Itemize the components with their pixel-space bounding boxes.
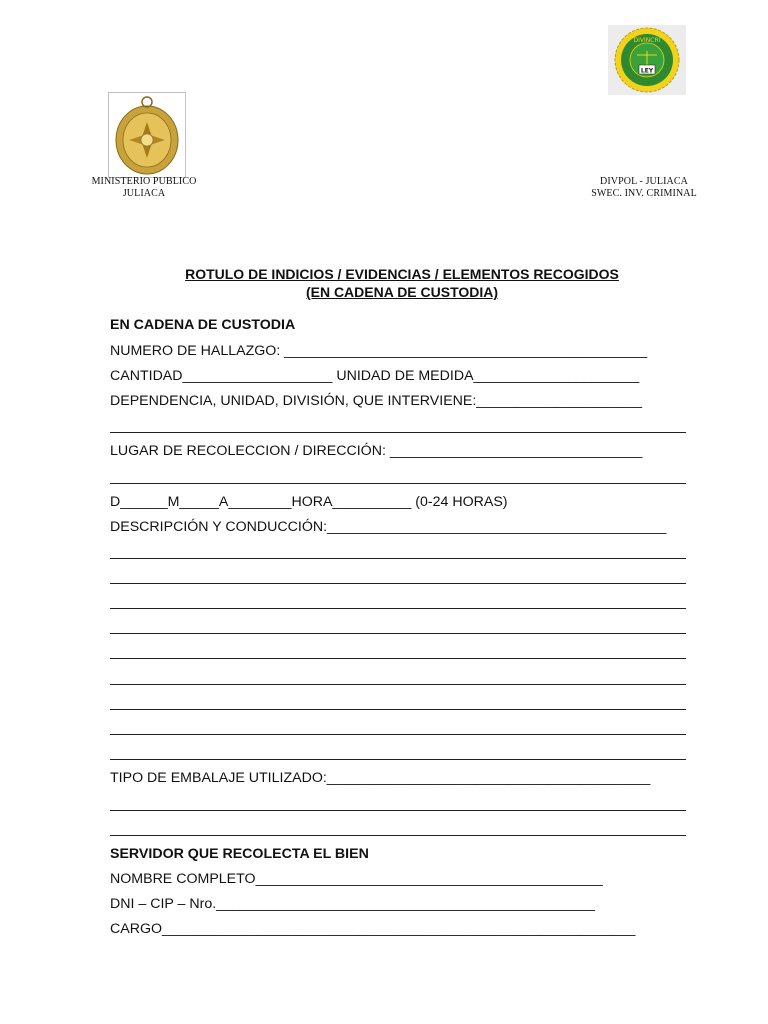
left-org-line-1: MINISTERIO PUBLICO bbox=[91, 176, 197, 187]
blank-line bbox=[110, 709, 686, 710]
blank-line bbox=[110, 483, 686, 484]
blank-line bbox=[110, 759, 686, 760]
field-tipo-embalaje: TIPO DE EMBALAJE UTILIZADO:_________________________________________ bbox=[110, 770, 651, 786]
field-dependencia: DEPENDENCIA, UNIDAD, DIVISIÓN, QUE INTERVIENE:_____________________ bbox=[110, 393, 643, 409]
left-organization bbox=[86, 176, 202, 200]
blank-line bbox=[110, 583, 686, 584]
blank-line bbox=[110, 658, 686, 659]
blank-line bbox=[110, 608, 686, 609]
logo-ring-text: DIVINCRI bbox=[633, 37, 661, 44]
blank-line bbox=[110, 633, 686, 634]
field-dni-cip: DNI – CIP – Nro.________________________________________________ bbox=[110, 896, 595, 912]
logo-book-text: LEY bbox=[640, 67, 654, 75]
section-heading-servidor: SERVIDOR QUE RECOLECTA EL BIEN bbox=[110, 846, 369, 862]
document-subtitle: (EN CADENA DE CUSTODIA) bbox=[305, 284, 499, 300]
right-org-line-2: SWEC. INV. CRIMINAL bbox=[591, 188, 697, 199]
blank-line bbox=[110, 810, 686, 811]
blank-line bbox=[110, 558, 686, 559]
left-org-line-2: JULIACA bbox=[122, 188, 166, 199]
blank-line bbox=[110, 684, 686, 685]
ministerio-publico-seal bbox=[108, 92, 186, 178]
document-title: ROTULO DE INDICIOS / EVIDENCIAS / ELEMENTOS RECOGIDOS bbox=[185, 266, 619, 282]
section-heading-custodia: EN CADENA DE CUSTODIA bbox=[110, 317, 296, 333]
divincri-logo bbox=[608, 25, 686, 95]
field-descripcion: DESCRIPCIÓN Y CONDUCCIÓN:___________________________________________ bbox=[110, 519, 667, 535]
field-cantidad-unidad: CANTIDAD___________________ UNIDAD DE MEDIDA_____________________ bbox=[110, 368, 640, 384]
blank-line bbox=[110, 835, 686, 836]
field-fecha-hora: D______M_____A________HORA__________ (0-24 HORAS) bbox=[110, 494, 508, 510]
field-lugar-direccion: LUGAR DE RECOLECCION / DIRECCIÓN: ________________________________ bbox=[110, 443, 643, 459]
blank-line bbox=[110, 734, 686, 735]
field-nombre-completo: NOMBRE COMPLETO____________________________________________ bbox=[110, 871, 603, 887]
blank-line bbox=[110, 432, 686, 433]
right-org-line-1: DIVPOL - JULIACA bbox=[600, 176, 688, 187]
field-numero-hallazgo: NUMERO DE HALLAZGO: ______________________________________________ bbox=[110, 343, 648, 359]
field-cargo: CARGO____________________________________________________________ bbox=[110, 921, 636, 937]
right-organization bbox=[584, 176, 704, 200]
